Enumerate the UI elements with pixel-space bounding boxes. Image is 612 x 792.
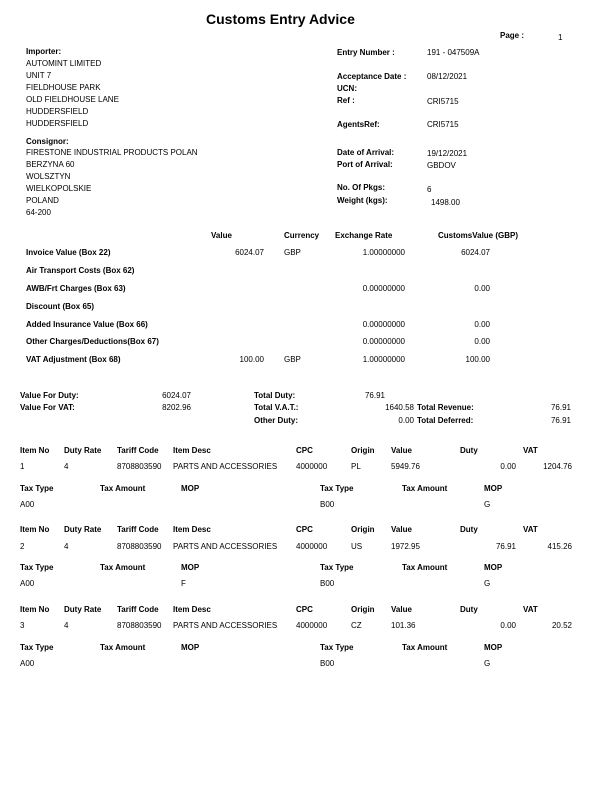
item-header-duty-rate: Duty Rate [64,525,102,534]
item-header-value: Value [391,525,412,534]
acceptance-date: 08/12/2021 [427,72,468,81]
item-no: 2 [20,542,25,551]
item-origin: PL [351,462,361,471]
total-deferred: 76.91 [550,416,571,425]
item-header-item-desc: Item Desc [173,446,211,455]
valuation-row-label: Invoice Value (Box 22) [26,248,111,257]
valuation-row-rate: 1.00000000 [362,248,405,257]
item-header-item-no: Item No [20,446,50,455]
tax2-type: B00 [320,659,335,668]
date-of-arrival: 19/12/2021 [427,149,468,158]
tax2-type: B00 [320,579,335,588]
valuation-row-rate: 0.00000000 [362,320,405,329]
item-origin: US [351,542,363,551]
valuation-row-label: Added Insurance Value (Box 66) [26,320,148,329]
tax1-type: A00 [20,659,35,668]
importer-line: AUTOMINT LIMITED [26,59,102,68]
item-header-vat: VAT [523,605,538,614]
total-deferred-label: Total Deferred: [417,416,474,425]
port-of-arrival: GBDOV [427,161,456,170]
mop-header: MOP [181,643,200,652]
item-header-tariff-code: Tariff Code [117,525,159,534]
importer-line: HUDDERSFIELD [26,119,89,128]
tax-amount-header: Tax Amount [100,484,146,493]
tax-type-header: Tax Type [20,563,54,572]
total-vat-label: Total V.A.T.: [254,403,299,412]
valuation-row-label: VAT Adjustment (Box 68) [26,355,121,364]
consignor-line: BERZYNA 60 [26,160,75,169]
no-of-pkgs-label: No. Of Pkgs: [337,183,386,192]
tax1-mop: F [181,579,186,588]
item-header-vat: VAT [523,446,538,455]
valuation-row-customs: 0.00 [474,337,490,346]
tax-type-header: Tax Type [20,643,54,652]
tax-amount-header: Tax Amount [402,563,448,572]
value-for-duty: 6024.07 [162,391,191,400]
valuation-row-rate: 0.00000000 [362,337,405,346]
tax1-type: A00 [20,500,35,509]
entry-number: 191 - 047509A [427,48,480,57]
item-no: 3 [20,621,25,630]
valuation-header-exchange-rate: Exchange Rate [335,231,393,240]
ucn-label: UCN: [337,84,357,93]
page-number: 1 [558,33,563,42]
no-of-pkgs: 6 [427,185,432,194]
importer-line: UNIT 7 [26,71,52,80]
value-for-duty-label: Value For Duty: [20,391,79,400]
mop-header: MOP [484,563,503,572]
mop-header: MOP [181,563,200,572]
item-desc: PARTS AND ACCESSORIES [173,462,278,471]
valuation-row-value: 6024.07 [235,248,264,257]
port-of-arrival-label: Port of Arrival: [337,160,393,169]
item-header-duty: Duty [460,525,478,534]
item-duty: 0.00 [500,621,516,630]
importer-line: FIELDHOUSE PARK [26,83,101,92]
item-header-value: Value [391,605,412,614]
total-revenue-label: Total Revenue: [417,403,474,412]
tax-amount-header: Tax Amount [402,484,448,493]
agents-ref-value: CRI5715 [427,120,459,129]
consignor-label: Consignor: [26,137,69,146]
importer-line: HUDDERSFIELD [26,107,89,116]
other-duty-label: Other Duty: [254,416,298,425]
item-tariff-code: 8708803590 [117,542,162,551]
total-duty-label: Total Duty: [254,391,296,400]
item-header-item-desc: Item Desc [173,525,211,534]
item-desc: PARTS AND ACCESSORIES [173,621,278,630]
item-header-origin: Origin [351,605,375,614]
item-tariff-code: 8708803590 [117,462,162,471]
mop-header: MOP [181,484,200,493]
valuation-row-label: Other Charges/Deductions(Box 67) [26,337,159,346]
item-cpc: 4000000 [296,621,328,630]
valuation-row-rate: 0.00000000 [362,284,405,293]
item-value: 101.36 [391,621,416,630]
valuation-row-label: AWB/Frt Charges (Box 63) [26,284,126,293]
total-revenue: 76.91 [550,403,571,412]
item-duty-rate: 4 [64,462,69,471]
value-for-vat: 8202.96 [162,403,191,412]
entry-number-label: Entry Number : [337,48,395,57]
mop-header: MOP [484,643,503,652]
item-value: 1972.95 [391,542,420,551]
tax2-type: B00 [320,500,335,509]
item-no: 1 [20,462,25,471]
valuation-row-customs: 0.00 [474,320,490,329]
tax-amount-header: Tax Amount [100,643,146,652]
tax2-mop: G [484,500,491,509]
item-header-duty: Duty [460,446,478,455]
valuation-header-customs-value: CustomsValue (GBP) [438,231,519,240]
tax-amount-header: Tax Amount [100,563,146,572]
valuation-row-label: Air Transport Costs (Box 62) [26,266,135,275]
valuation-row-customs: 0.00 [474,284,490,293]
item-header-duty-rate: Duty Rate [64,605,102,614]
item-header-duty: Duty [460,605,478,614]
tax2-mop: G [484,579,491,588]
item-cpc: 4000000 [296,462,328,471]
item-header-item-desc: Item Desc [173,605,211,614]
item-vat: 20.52 [551,621,572,630]
item-header-tariff-code: Tariff Code [117,605,159,614]
item-value: 5949.76 [391,462,420,471]
item-header-value: Value [391,446,412,455]
item-duty: 0.00 [500,462,516,471]
total-duty: 76.91 [364,391,385,400]
item-duty: 76.91 [495,542,516,551]
document-title: Customs Entry Advice [206,11,355,27]
value-for-vat-label: Value For VAT: [20,403,75,412]
tax-type-header: Tax Type [320,484,354,493]
valuation-row-customs: 100.00 [465,355,490,364]
consignor-line: FIRESTONE INDUSTRIAL PRODUCTS POLAN [26,148,198,157]
ref-value: CRI5715 [427,97,459,106]
tax-type-header: Tax Type [20,484,54,493]
item-header-cpc: CPC [296,446,313,455]
valuation-header-value: Value [211,231,232,240]
item-header-origin: Origin [351,525,375,534]
consignor-line: POLAND [26,196,59,205]
acceptance-date-label: Acceptance Date : [337,72,407,81]
tax-type-header: Tax Type [320,563,354,572]
item-header-tariff-code: Tariff Code [117,446,159,455]
weight-value: 1498.00 [431,198,460,207]
valuation-row-customs: 6024.07 [461,248,490,257]
date-of-arrival-label: Date of Arrival: [337,148,395,157]
tax-amount-header: Tax Amount [402,643,448,652]
importer-line: OLD FIELDHOUSE LANE [26,95,119,104]
consignor-line: WOLSZTYN [26,172,71,181]
item-header-cpc: CPC [296,525,313,534]
item-header-duty-rate: Duty Rate [64,446,102,455]
ref-label: Ref : [337,96,355,105]
valuation-row-rate: 1.00000000 [362,355,405,364]
weight-label: Weight (kgs): [337,196,388,205]
valuation-header-currency: Currency [284,231,320,240]
other-duty: 0.00 [398,416,414,425]
tax2-mop: G [484,659,491,668]
item-vat: 415.26 [547,542,572,551]
total-vat: 1640.58 [385,403,414,412]
item-header-item-no: Item No [20,525,50,534]
item-origin: CZ [351,621,362,630]
item-tariff-code: 8708803590 [117,621,162,630]
item-desc: PARTS AND ACCESSORIES [173,542,278,551]
tax1-type: A00 [20,579,35,588]
agents-ref-label: AgentsRef: [337,120,380,129]
mop-header: MOP [484,484,503,493]
page-label: Page : [500,31,525,40]
consignor-line: 64-200 [26,208,51,217]
item-cpc: 4000000 [296,542,328,551]
importer-label: Importer: [26,47,62,56]
valuation-row-label: Discount (Box 65) [26,302,95,311]
item-duty-rate: 4 [64,542,69,551]
item-duty-rate: 4 [64,621,69,630]
item-header-item-no: Item No [20,605,50,614]
item-header-origin: Origin [351,446,375,455]
item-vat: 1204.76 [543,462,572,471]
item-header-cpc: CPC [296,605,313,614]
valuation-row-currency: GBP [284,355,301,364]
item-header-vat: VAT [523,525,538,534]
consignor-line: WIELKOPOLSKIE [26,184,92,193]
tax-type-header: Tax Type [320,643,354,652]
valuation-row-currency: GBP [284,248,301,257]
valuation-row-value: 100.00 [239,355,264,364]
